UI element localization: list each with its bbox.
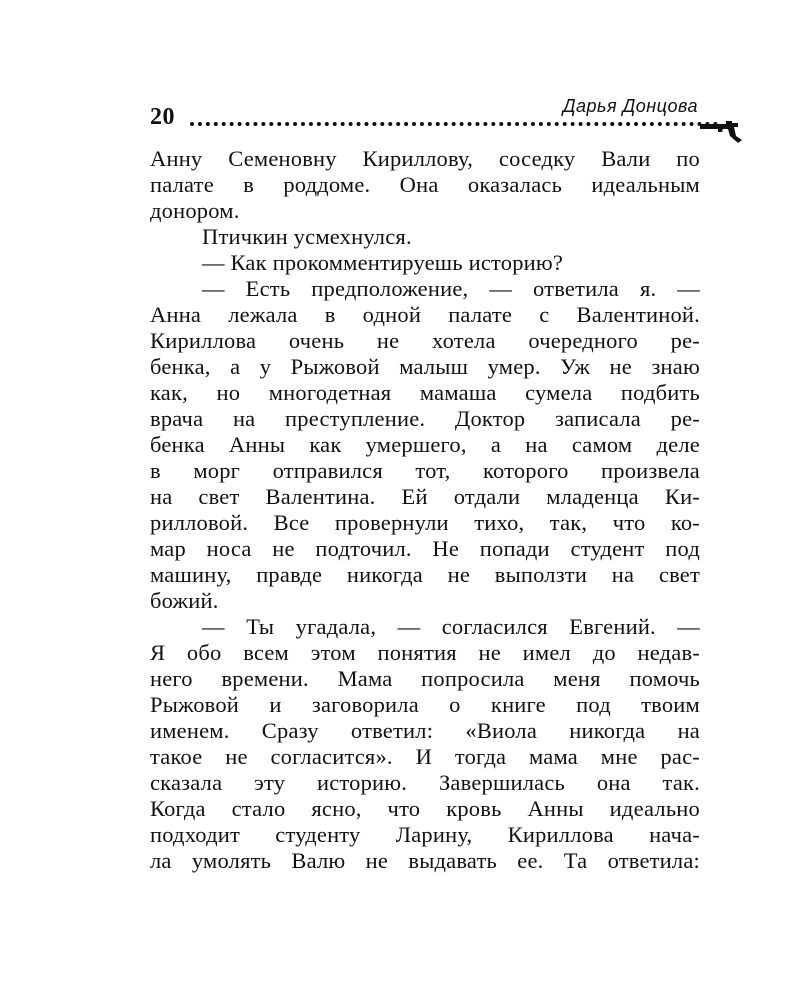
body-text bbox=[150, 146, 700, 874]
text-line: такое не согласится». И тогда мама мне рас- bbox=[150, 744, 700, 769]
running-header bbox=[150, 96, 750, 146]
text-line: бенка Анны как умершего, а на самом деле bbox=[150, 432, 700, 457]
author-name: Дарья Донцова bbox=[562, 96, 698, 116]
text-line: Анну Семеновну Кириллову, соседку Вали по bbox=[150, 146, 700, 171]
text-line: именем. Сразу ответил: «Виола никогда на bbox=[150, 718, 700, 743]
text-line: в морг отправился тот, которого произвела bbox=[150, 458, 700, 483]
dotted-rule bbox=[190, 122, 718, 126]
text-line: сказала эту историю. Завершилась она так. bbox=[150, 770, 700, 795]
text-line: подходит студенту Ларину, Кириллова нача- bbox=[150, 822, 700, 847]
revolver-icon bbox=[698, 114, 748, 144]
text-line: — Как прокомментируешь историю? bbox=[202, 250, 564, 275]
text-line: Когда стало ясно, что кровь Анны идеально bbox=[150, 796, 700, 821]
text-line: него времени. Мама попросила меня помочь bbox=[150, 666, 700, 691]
text-line: как, но многодетная мамаша сумела подбить bbox=[150, 380, 700, 405]
text-line: ла умолять Валю не выдавать ее. Та ответила: bbox=[150, 848, 700, 873]
text-line: — Ты угадала, — согласился Евгений. — bbox=[202, 614, 700, 639]
text-line: Анна лежала в одной палате с Валентиной. bbox=[150, 302, 700, 327]
text-line: Кириллова очень не хотела очередного ре- bbox=[150, 328, 700, 353]
text-line: врача на преступление. Доктор записала ре- bbox=[150, 406, 700, 431]
text-line: машину, правде никогда не выползти на свет bbox=[150, 562, 700, 587]
text-line: бенка, а у Рыжовой малыш умер. Уж не знаю bbox=[150, 354, 700, 379]
text-line: палате в роддоме. Она оказалась идеальным bbox=[150, 172, 700, 197]
text-line: донором. bbox=[150, 198, 240, 223]
page-number: 20 bbox=[150, 104, 175, 130]
text-line: — Есть предположение, — ответила я. — bbox=[202, 276, 700, 301]
text-line: на свет Валентина. Ей отдали младенца Ки- bbox=[150, 484, 700, 509]
text-line: Птичкин усмехнулся. bbox=[202, 224, 412, 249]
text-line: Я обо всем этом понятия не имел до недав- bbox=[150, 640, 700, 665]
text-line: божий. bbox=[150, 588, 219, 613]
text-line: рилловой. Все провернули тихо, так, что ко- bbox=[150, 510, 700, 535]
text-line: Рыжовой и заговорила о книге под твоим bbox=[150, 692, 700, 717]
text-line: мар носа не подточил. Не попади студент под bbox=[150, 536, 700, 561]
